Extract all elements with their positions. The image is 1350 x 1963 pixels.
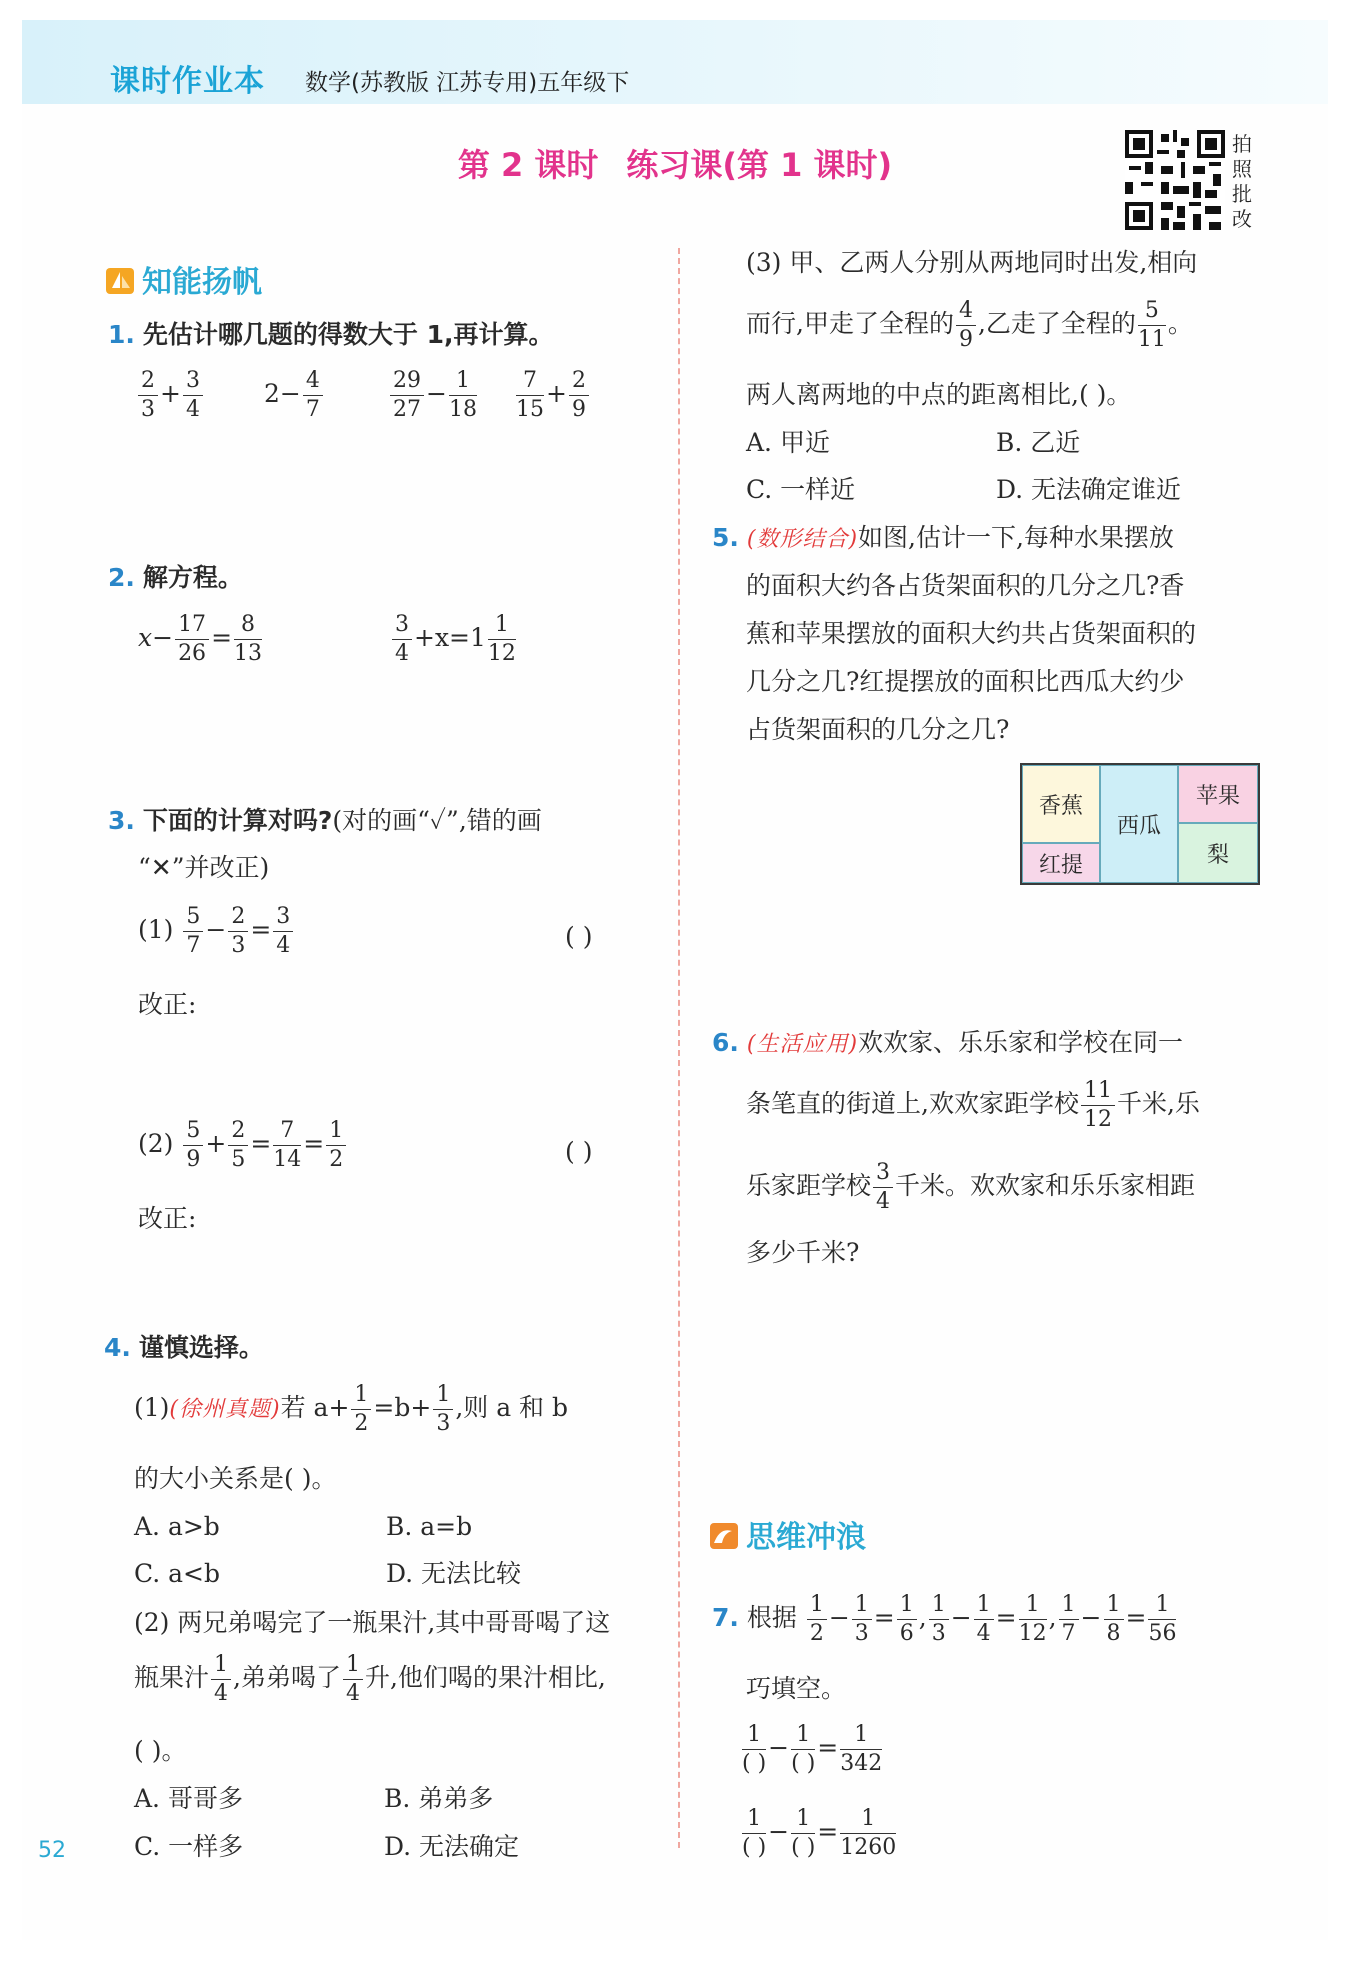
- question-number: 7.: [712, 1603, 739, 1632]
- topic-tag: (数形结合): [746, 527, 859, 552]
- numerator: 5: [183, 1118, 203, 1146]
- section-title: 思维冲浪: [746, 1520, 866, 1555]
- q4-part1-line2: 的大小关系是( )。: [134, 1464, 337, 1493]
- numerator: 3: [873, 1160, 893, 1188]
- expression-2: [264, 368, 325, 423]
- q4-part3-line2: [746, 298, 1193, 353]
- q5-line: 几分之几?红提摆放的面积比西瓜大约少: [746, 667, 1185, 696]
- denominator: 4: [276, 933, 291, 958]
- numerator: 1: [791, 1806, 815, 1834]
- column-divider: [678, 248, 680, 1848]
- calc-1: [138, 904, 295, 959]
- numerator: 1: [1019, 1592, 1047, 1620]
- numerator: 3: [392, 612, 412, 640]
- numerator: 2: [138, 368, 158, 396]
- denominator: 7: [1061, 1621, 1076, 1646]
- option-c[interactable]: C. 一样近: [746, 475, 856, 504]
- operator: −: [205, 915, 227, 944]
- equals: =: [250, 1129, 272, 1158]
- question-number: 2.: [108, 563, 135, 592]
- q5-line: 的面积大约各占货架面积的几分之几?香: [746, 571, 1185, 600]
- denominator: 4: [395, 641, 409, 666]
- denominator: 3: [854, 1621, 869, 1646]
- question-text: 下面的计算对吗?: [142, 806, 333, 835]
- operator: +: [546, 379, 567, 408]
- numerator: 5: [183, 904, 203, 932]
- book-subtitle: 数学(苏教版 江苏专用)五年级下: [305, 70, 630, 96]
- numerator: 1: [1059, 1592, 1079, 1620]
- numerator: 5: [1138, 298, 1166, 326]
- numerator: 1: [742, 1722, 766, 1750]
- denominator: 8: [1106, 1621, 1121, 1646]
- q4-part3-line3: 两人离两地的中点的距离相比,( )。: [746, 380, 1132, 409]
- denominator: 5: [231, 1147, 246, 1172]
- denominator: 9: [958, 327, 973, 352]
- text: 千米,乐: [1116, 1089, 1200, 1118]
- numerator: 2: [228, 904, 248, 932]
- question-number: 5.: [712, 523, 739, 552]
- denominator: 4: [345, 1681, 360, 1706]
- numerator: 1: [974, 1592, 994, 1620]
- numerator: 1: [840, 1722, 882, 1750]
- q6-line4: 多少千米?: [746, 1238, 860, 1267]
- question-note: (对的画“✓”,错的画: [332, 806, 542, 835]
- denominator: 26: [178, 641, 207, 666]
- option-d[interactable]: D. 无法比较: [386, 1559, 522, 1588]
- denominator: 2: [809, 1621, 824, 1646]
- text: 千米。欢欢家和乐乐家相距: [895, 1171, 1196, 1200]
- numerator: 1: [742, 1806, 766, 1834]
- question-note-cont: “✕”并改正): [138, 853, 270, 882]
- question-3: [108, 808, 542, 833]
- operator: −: [426, 379, 447, 408]
- section-heading-1: [106, 257, 262, 301]
- numerator: 3: [183, 368, 203, 396]
- lesson-number: 第 2 课时: [457, 146, 599, 184]
- numerator: 29: [390, 368, 424, 396]
- expression-4: [514, 368, 591, 423]
- numerator: 1: [488, 612, 516, 640]
- calc-2: [138, 1118, 348, 1173]
- qr-char: 改: [1232, 207, 1252, 231]
- numerator: 4: [303, 368, 323, 396]
- expression-1: [136, 368, 205, 423]
- option-c[interactable]: C. 一样多: [134, 1832, 244, 1861]
- denominator: 7: [186, 933, 201, 958]
- q6-line3: [746, 1160, 1195, 1215]
- text: 升,他们喝的果汁相比,: [364, 1663, 606, 1692]
- denominator: 3: [436, 1411, 451, 1436]
- denominator: 14: [273, 1147, 302, 1172]
- denominator: 7: [305, 397, 320, 422]
- shelf-apple: 苹果: [1178, 765, 1258, 823]
- section-title: 知能扬帆: [142, 265, 262, 300]
- text: 条笔直的街道上,欢欢家距学校: [746, 1089, 1079, 1118]
- text: 欢欢家、乐乐家和学校在同一: [858, 1028, 1184, 1057]
- q6-line2: [746, 1078, 1200, 1133]
- denominator: 1260: [840, 1835, 897, 1860]
- denominator: 3: [141, 397, 155, 422]
- qr-char: 照: [1232, 157, 1252, 181]
- question-6: [712, 1030, 1183, 1056]
- shelf-watermelon: 西瓜: [1100, 765, 1178, 883]
- equation-2: [390, 612, 518, 667]
- q7-fill-1: $\frac{1}{( )}$ − $\frac{1}{( )}$ = $\frac{1}{342}$: [742, 1722, 883, 1776]
- numerator: 2: [569, 368, 589, 396]
- question-text: 先估计哪几题的得数大于 1,再计算。: [142, 320, 554, 349]
- text: 乐家距学校: [746, 1171, 872, 1200]
- option-d[interactable]: D. 无法确定谁近: [996, 475, 1182, 504]
- q4-part2-line3: ( )。: [134, 1736, 187, 1765]
- numerator: 7: [273, 1118, 301, 1146]
- operator: +: [205, 1129, 227, 1158]
- q4-part2-line2: [134, 1652, 606, 1707]
- qr-caption: [1232, 132, 1256, 232]
- sail-icon: [106, 266, 136, 296]
- question-1: [108, 322, 553, 347]
- shelf-banana: 香蕉: [1022, 765, 1100, 843]
- blank-denominator[interactable]: ( ): [742, 1751, 767, 1776]
- question-number: 3.: [108, 806, 135, 835]
- page-number: 52: [38, 1838, 66, 1863]
- numerator: 1: [326, 1118, 346, 1146]
- numerator: 1: [840, 1806, 896, 1834]
- numerator: 1: [433, 1382, 453, 1410]
- question-number: 1.: [108, 320, 135, 349]
- denominator: 2: [329, 1147, 344, 1172]
- numerator: 3: [273, 904, 293, 932]
- blank-denominator[interactable]: ( ): [791, 1751, 816, 1776]
- numerator: 2: [228, 1118, 248, 1146]
- numerator: 1: [351, 1382, 371, 1410]
- answer-blank[interactable]: ( ): [565, 1137, 593, 1166]
- shelf-grape: 红提: [1022, 843, 1100, 883]
- correction-label: 改正:: [138, 1204, 197, 1233]
- numerator: 1: [211, 1652, 231, 1680]
- numerator: 1: [929, 1592, 949, 1620]
- q7-line2: 巧填空。: [746, 1674, 847, 1703]
- denominator: 6: [899, 1621, 914, 1646]
- numerator: 1: [791, 1722, 815, 1750]
- text: 而行,甲走了全程的: [746, 309, 954, 338]
- numerator: 7: [516, 368, 544, 396]
- section-heading-2: [710, 1512, 866, 1556]
- source-tag: (徐州真题): [169, 1397, 281, 1422]
- question-5: [712, 525, 1174, 551]
- topic-tag: (生活应用): [746, 1032, 859, 1057]
- brand-title: 课时作业本: [110, 64, 265, 99]
- denominator: 3: [231, 933, 246, 958]
- numerator: 1: [1104, 1592, 1124, 1620]
- whole-number: 2: [264, 379, 280, 408]
- denominator: 56: [1148, 1621, 1177, 1646]
- denominator: 9: [186, 1147, 201, 1172]
- option-a[interactable]: A. a>b: [134, 1512, 220, 1541]
- denominator: 18: [448, 397, 477, 422]
- denominator: 12: [1018, 1621, 1047, 1646]
- equation-1: [138, 612, 264, 667]
- part-label: (2): [138, 1129, 174, 1158]
- text: 如图,估计一下,每种水果摆放: [858, 523, 1174, 552]
- q4-part2-line1: (2) 两兄弟喝完了一瓶果汁,其中哥哥喝了这: [134, 1608, 611, 1637]
- operator: −: [279, 379, 301, 408]
- question-number: 4.: [104, 1333, 131, 1362]
- text: ,乙走了全程的: [977, 309, 1136, 338]
- numerator: 4: [956, 298, 976, 326]
- denominator: 4: [976, 1621, 991, 1646]
- question-text: 谨慎选择。: [138, 1333, 264, 1362]
- denominator: 4: [185, 397, 200, 422]
- equals: =: [211, 623, 233, 652]
- text: ,则 a 和 b: [455, 1393, 569, 1422]
- correction-label: 改正:: [138, 990, 197, 1019]
- wave-icon: [710, 1521, 740, 1551]
- option-b[interactable]: B. a=b: [386, 1512, 473, 1541]
- question-text: 解方程。: [142, 563, 243, 592]
- question-2: [108, 565, 243, 590]
- q5-line: 占货架面积的几分之几?: [746, 715, 1010, 744]
- blank-denominator[interactable]: ( ): [742, 1835, 767, 1860]
- variable: x: [138, 623, 153, 652]
- text: 根据: [746, 1603, 797, 1632]
- fruit-shelf-diagram: [1020, 763, 1260, 885]
- numerator: 11: [1081, 1078, 1115, 1106]
- denominator: 4: [876, 1189, 891, 1214]
- option-b[interactable]: B. 乙近: [996, 428, 1081, 457]
- numerator: 1: [807, 1592, 827, 1620]
- equals: =: [250, 915, 272, 944]
- qr-char: 拍: [1232, 132, 1252, 156]
- numerator: 1: [1148, 1592, 1176, 1620]
- denominator: 12: [487, 641, 516, 666]
- denominator: 13: [234, 641, 263, 666]
- operator: +x=1: [414, 623, 486, 652]
- text: 。: [1167, 309, 1193, 338]
- option-b[interactable]: B. 弟弟多: [384, 1784, 494, 1813]
- option-d[interactable]: D. 无法确定: [384, 1832, 520, 1861]
- option-c[interactable]: C. a<b: [134, 1559, 220, 1588]
- lesson-name: 练习课(第 1 课时): [626, 146, 893, 184]
- q4-part1: [134, 1382, 568, 1437]
- text: 瓶果汁: [134, 1663, 210, 1692]
- numerator: 17: [175, 612, 209, 640]
- equals: =: [303, 1129, 325, 1158]
- question-7: 7. 根据 $\frac{1}{2}$ − $\frac{1}{3}$ = $\frac{1}{6}$ , $\frac{1}{3}$ − $\frac{1}{4}$ = $\frac{1}{12}$ , $\frac{1}{7}$ − $\frac{1}{8}$ = $\frac{1}{56}$: [712, 1592, 1177, 1646]
- answer-blank[interactable]: ( ): [565, 922, 593, 951]
- denominator: 27: [393, 397, 421, 422]
- denominator: 2: [354, 1411, 369, 1436]
- denominator: 9: [571, 397, 586, 422]
- denominator: 342: [840, 1751, 883, 1776]
- text: 若 a+: [280, 1393, 350, 1422]
- option-a[interactable]: A. 甲近: [746, 428, 830, 457]
- q5-line: 蕉和苹果摆放的面积大约共占货架面积的: [746, 619, 1197, 648]
- expression-3: [388, 368, 479, 423]
- q7-fill-2: $\frac{1}{( )}$ − $\frac{1}{( )}$ = $\frac{1}{1260}$: [742, 1806, 897, 1860]
- q4-part3-line1: (3) 甲、乙两人分别从两地同时出发,相向: [746, 248, 1198, 277]
- numerator: 1: [852, 1592, 872, 1620]
- text: ,弟弟喝了: [233, 1663, 341, 1692]
- numerator: 1: [897, 1592, 917, 1620]
- part-label: (1): [138, 915, 174, 944]
- part-label: (1): [134, 1393, 170, 1422]
- operator: +: [160, 379, 181, 408]
- denominator: 11: [1137, 327, 1166, 352]
- qr-char: 批: [1232, 182, 1252, 206]
- text: =b+: [373, 1393, 432, 1422]
- denominator: 4: [214, 1681, 229, 1706]
- denominator: 15: [516, 397, 544, 422]
- question-number: 6.: [712, 1028, 739, 1057]
- option-a[interactable]: A. 哥哥多: [134, 1784, 243, 1813]
- denominator: 3: [931, 1621, 946, 1646]
- operator: −: [152, 623, 174, 652]
- question-4: [104, 1335, 264, 1360]
- header-bar: [22, 20, 1328, 104]
- shelf-pear: 梨: [1178, 823, 1258, 883]
- qr-code-icon[interactable]: [1125, 130, 1225, 230]
- numerator: 8: [234, 612, 262, 640]
- numerator: 1: [343, 1652, 363, 1680]
- blank-denominator[interactable]: ( ): [791, 1835, 816, 1860]
- denominator: 12: [1083, 1107, 1112, 1132]
- numerator: 1: [449, 368, 477, 396]
